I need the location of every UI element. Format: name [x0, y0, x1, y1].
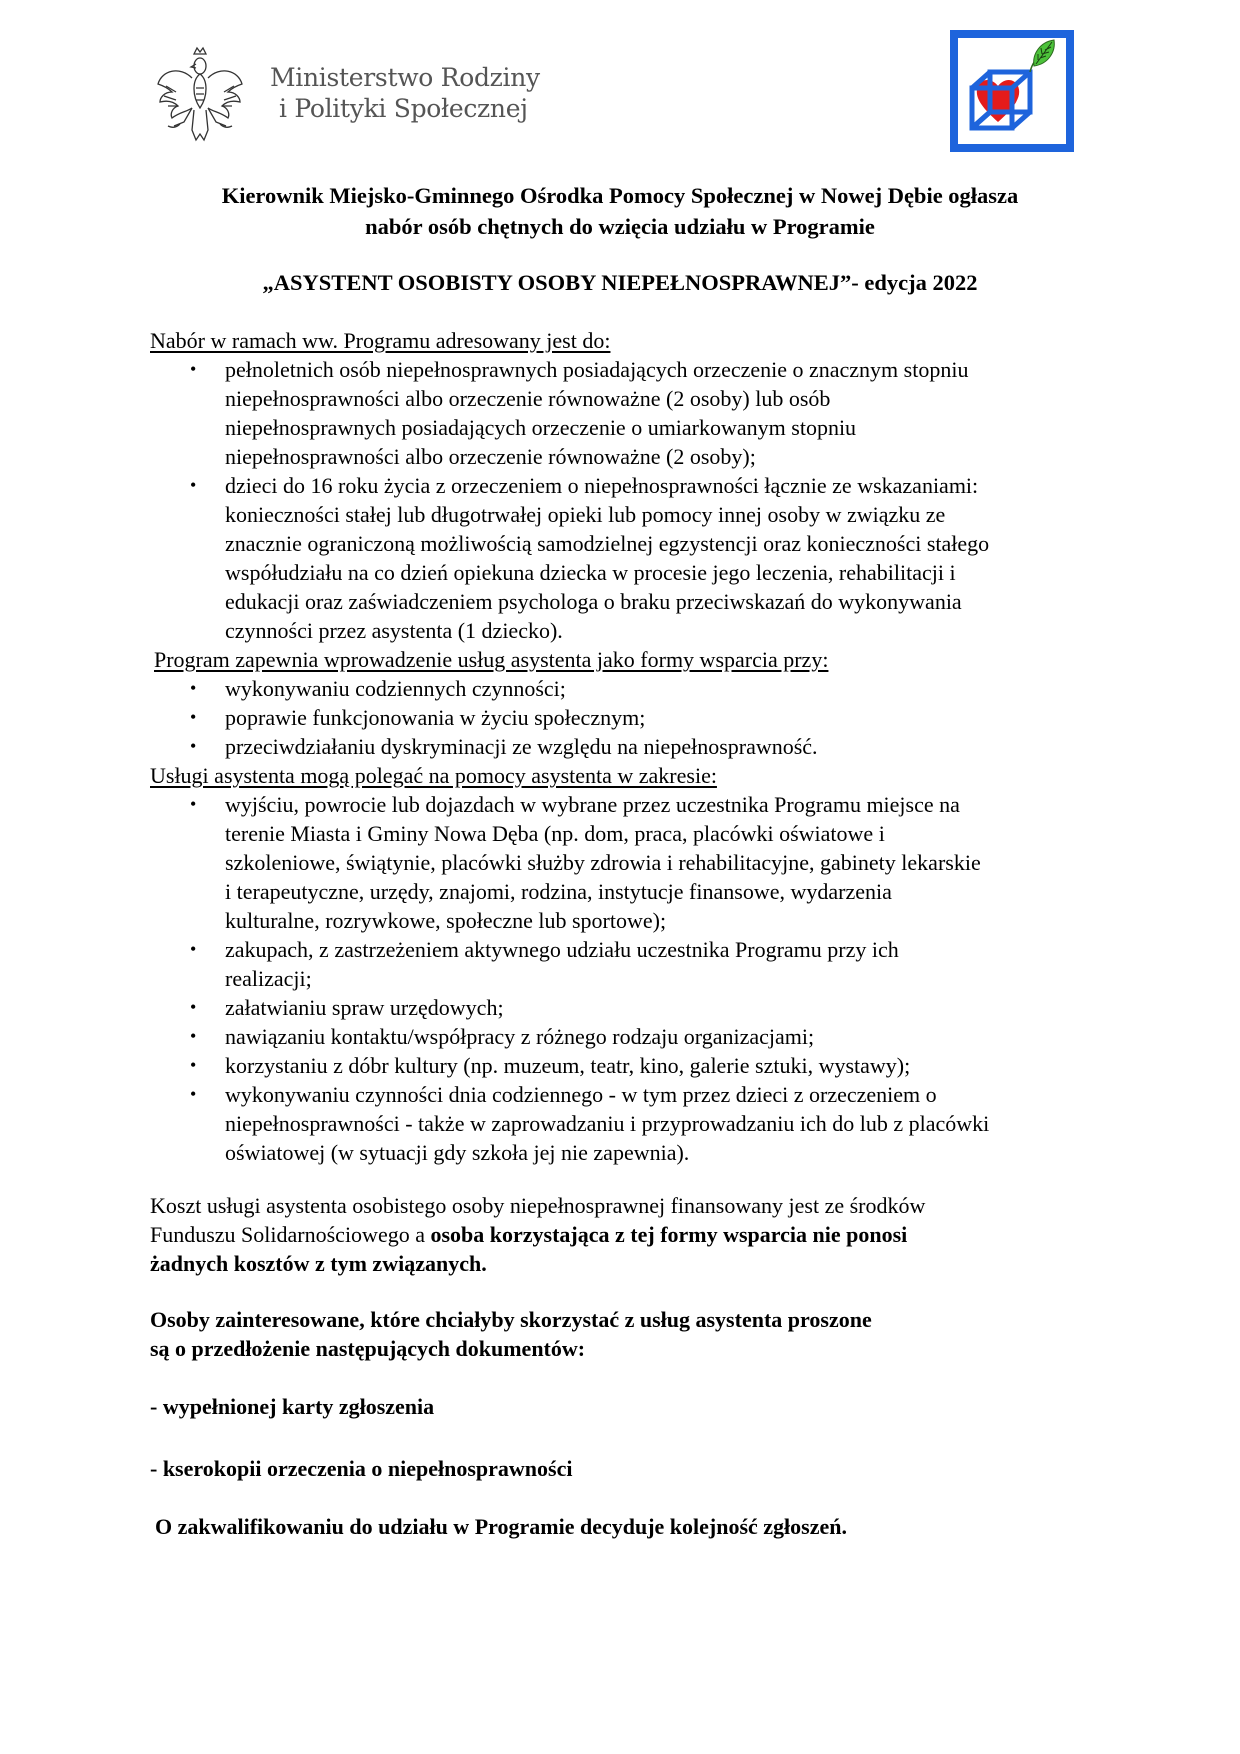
section-label-services: Usługi asystenta mogą polegać na pomocy asystenta w zakresie: [150, 763, 717, 788]
bullet-icon: • [190, 1055, 197, 1075]
list-item-text: wykonywaniu czynności dnia codziennego - w tym przez dzieci z orzeczeniem o niepełnosprawności - także w zaprowadzaniu i przyprowadzaniu ich do lub z placówki oświatowej (w sytuacji gdy szkoła jej nie zapewnia). [225, 1082, 990, 1165]
bullet-icon: • [190, 736, 197, 756]
list-item-text: wyjściu, powrocie lub dojazdach w wybrane przez uczestnika Programu miejsce na terenie Miasta i Gminy Nowa Dęba (np. dom, praca, placówki oświatowe i szkoleniowe, świątynie, placówki służby zdrowia i rehabilitacyjne, gabinety lekarskie i terapeutyczne, urzędy, znajomi, rodzina, instytucje finansowe, wydarzenia kulturalne, rozrywkowe, społeczne lub sportowe); [225, 792, 981, 933]
document-body [150, 326, 1150, 1167]
closing-statement: O zakwalifikowaniu do udziału w Programie decyduje kolejność zgłoszeń. [155, 1514, 847, 1539]
section-label-eligibility: Nabór w ramach ww. Programu adresowany jest do: [150, 328, 611, 353]
list-item-text: dzieci do 16 roku życia z orzeczeniem o niepełnosprawności łącznie ze wskazaniami: konieczności stałej lub długotrwałej opieki lub pomocy innej osoby w związku ze znacznie ograniczoną możliwością samodzielnej egzystencji oraz konieczności stałego współudziału na co dzień opiekuna dziecka w procesie jego leczenia, rehabilitacji i edukacji oraz zaświadczeniem psychologa o braku przeciwskazań do wykonywania czynności przez asystenta (1 dziecko). [225, 473, 990, 643]
cost-text-bold: osoba korzystająca z tej formy wsparcia nie ponosi żadnych kosztów z tym związanych. [150, 1222, 908, 1276]
bullet-icon: • [190, 939, 197, 959]
cost-text: Koszt usługi asystenta osobistego osoby niepełnosprawnej finansowany jest ze środków Funduszu Solidarnościowego a [150, 1193, 926, 1247]
cube-heart-leaf-logo-icon [950, 30, 1074, 152]
services-list [150, 790, 1150, 1167]
bullet-icon: • [190, 475, 197, 495]
list-item [150, 993, 1150, 1022]
bullet-icon: • [190, 1084, 197, 1104]
program-title: „ASYSTENT OSOBISTY OSOBY NIEPEŁNOSPRAWNEJ”- edycja 2022 [262, 270, 978, 295]
list-item [150, 1051, 1150, 1080]
bullet-icon: • [190, 707, 197, 727]
list-item [150, 732, 1150, 761]
list-item [150, 790, 1150, 935]
document-item: - wypełnionej karty zgłoszenia [150, 1394, 435, 1419]
list-item [150, 355, 1150, 471]
bullet-icon: • [190, 1026, 197, 1046]
list-item-text: załatwianiu spraw urzędowych; [225, 995, 504, 1020]
list-item-text: zakupach, z zastrzeżeniem aktywnego udziału uczestnika Programu przy ich realizacji; [225, 937, 899, 991]
list-item [150, 935, 1150, 993]
heading-line1: Kierownik Miejsko-Gminnego Ośrodka Pomocy Społecznej w Nowej Dębie ogłasza [221, 183, 1019, 208]
bullet-icon: • [190, 794, 197, 814]
ministry-name-line2: i Polityki Społecznej [279, 94, 528, 123]
polish-eagle-emblem-icon [152, 44, 248, 144]
list-item [150, 471, 1150, 645]
list-item-text: przeciwdziałaniu dyskryminacji ze względu na niepełnosprawność. [225, 734, 818, 759]
heading-line2: nabór osób chętnych do wzięcia udziału w Programie [365, 214, 875, 239]
document-item: - kserokopii orzeczenia o niepełnosprawności [150, 1456, 573, 1481]
support-list [150, 674, 1150, 761]
cost-paragraph [150, 1191, 1150, 1278]
list-item [150, 1022, 1150, 1051]
list-item [150, 674, 1150, 703]
section-label-support: Program zapewnia wprowadzenie usług asystenta jako formy wsparcia przy: [154, 647, 829, 672]
bullet-icon: • [190, 997, 197, 1017]
list-item [150, 703, 1150, 732]
ministry-name-line1: Ministerstwo Rodziny [270, 63, 540, 92]
eligibility-list [150, 355, 1150, 645]
ministry-name [270, 62, 540, 124]
bullet-icon: • [190, 359, 197, 379]
documents-intro: Osoby zainteresowane, które chciałyby skorzystać z usług asystenta proszone są o przedłożenie następujących dokumentów: [150, 1307, 872, 1361]
list-item-text: poprawie funkcjonowania w życiu społecznym; [225, 705, 646, 730]
list-item-text: nawiązaniu kontaktu/współpracy z różnego rodzaju organizacjami; [225, 1024, 815, 1049]
announcement-heading [0, 180, 1240, 242]
list-item-text: korzystaniu z dóbr kultury (np. muzeum, teatr, kino, galerie sztuki, wystawy); [225, 1053, 911, 1078]
list-item [150, 1080, 1150, 1167]
bullet-icon: • [190, 678, 197, 698]
list-item-text: wykonywaniu codziennych czynności; [225, 676, 566, 701]
list-item-text: pełnoletnich osób niepełnosprawnych posiadających orzeczenie o znacznym stopniu niepełnosprawności albo orzeczenie równoważne (2 osoby) lub osób niepełnosprawnych posiadających orzeczenie o umiarkowanym stopniu niepełnosprawności albo orzeczenie równoważne (2 osoby); [225, 357, 969, 469]
